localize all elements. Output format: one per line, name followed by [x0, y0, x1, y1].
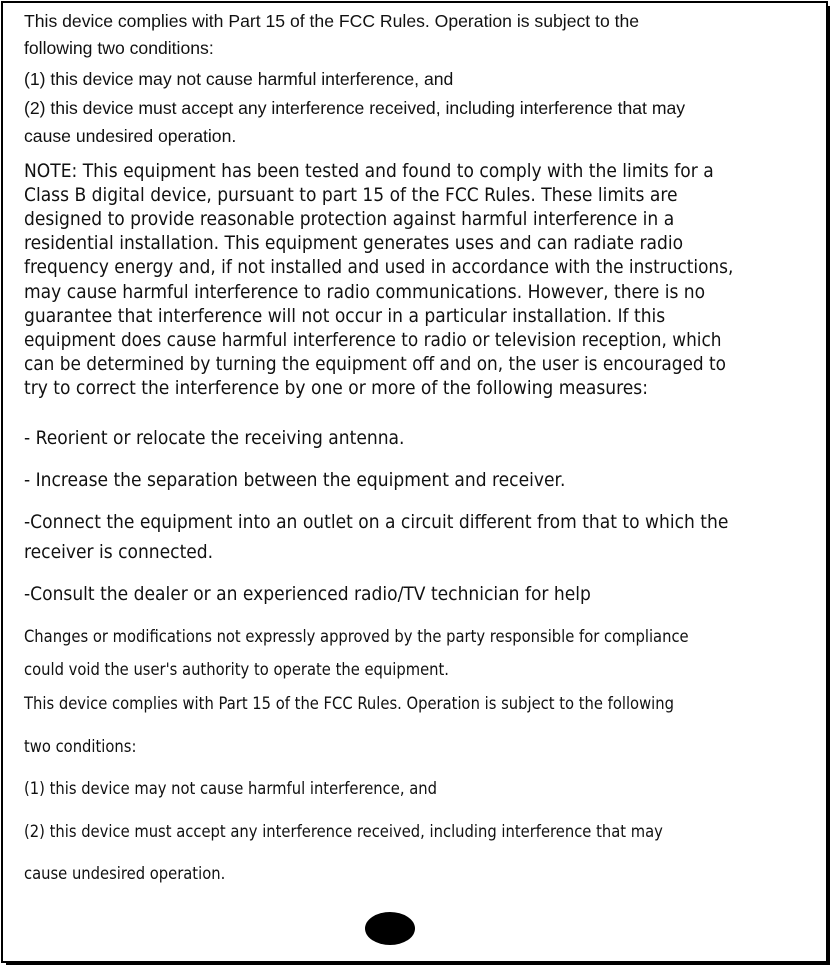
- fcc-top-condition-1: (1) this device may not cause harmful interference, and: [24, 69, 454, 89]
- note-line-10: try to correct the interference by one or more of the following measures:: [24, 378, 648, 399]
- measure-item-1: - Reorient or relocate the receiving antenna.: [24, 428, 405, 449]
- measure-item-3-line-1: -Connect the equipment into an outlet on a circuit different from that to which the: [24, 512, 729, 533]
- fcc-bottom-condition-1: (1) this device may not cause harmful interference, and: [24, 779, 437, 798]
- fcc-top-condition-2-line-2: cause undesired operation.: [24, 126, 237, 146]
- note-line-7: guarantee that interference will not occur in a particular installation. If this: [24, 306, 666, 327]
- note-line-1: NOTE: This equipment has been tested and found to comply with the limits for a: [24, 161, 714, 182]
- note-line-6: may cause harmful interference to radio communications. However, there is no: [24, 282, 706, 303]
- oval-marker: [365, 912, 415, 945]
- document-page: [1, 1, 828, 963]
- fcc-bottom-condition-2-line-2: cause undesired operation.: [24, 864, 226, 883]
- note-line-3: designed to provide reasonable protection against harmful interference in a: [24, 209, 675, 230]
- fcc-bottom-condition-2-line-1: (2) this device must accept any interference received, including interference that may: [24, 822, 663, 841]
- fcc-top-line-1: This device complies with Part 15 of the FCC Rules. Operation is subject to the: [24, 11, 640, 31]
- changes-warning-line-2: could void the user's authority to operate the equipment.: [24, 660, 449, 679]
- note-line-5: frequency energy and, if not installed and used in accordance with the instructions,: [24, 257, 734, 278]
- fcc-top-line-2: following two conditions:: [24, 38, 214, 58]
- note-line-8: equipment does cause harmful interference to radio or television reception, which: [24, 330, 722, 351]
- note-line-2: Class B digital device, pursuant to part 15 of the FCC Rules. These limits are: [24, 185, 678, 206]
- fcc-bottom-line-1: This device complies with Part 15 of the FCC Rules. Operation is subject to the following: [24, 694, 674, 713]
- fcc-top-condition-2-line-1: (2) this device must accept any interference received, including interference that may: [24, 98, 686, 118]
- measure-item-3-line-2: receiver is connected.: [24, 542, 214, 563]
- note-line-4: residential installation. This equipment generates uses and can radiate radio: [24, 233, 684, 254]
- measure-item-2: - Increase the separation between the equipment and receiver.: [24, 470, 566, 491]
- changes-warning-line-1: Changes or modifications not expressly approved by the party responsible for compliance: [24, 627, 689, 646]
- note-line-9: can be determined by turning the equipment off and on, the user is encouraged to: [24, 354, 726, 375]
- measure-item-4: -Consult the dealer or an experienced radio/TV technician for help: [24, 584, 591, 605]
- fcc-bottom-line-2: two conditions:: [24, 737, 137, 756]
